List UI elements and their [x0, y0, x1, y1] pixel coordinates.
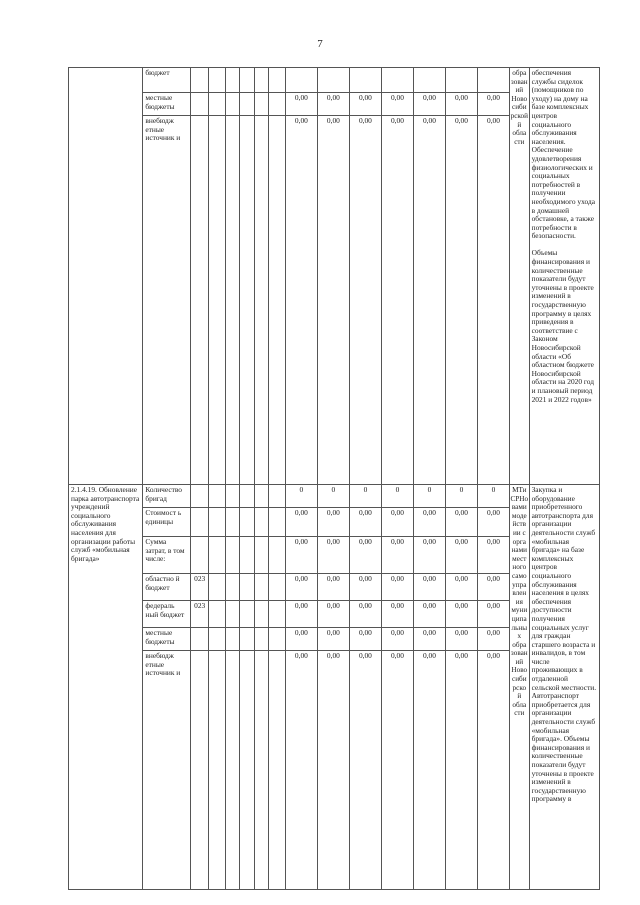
- empty-cell: [226, 68, 240, 93]
- empty-cell: [209, 574, 226, 601]
- empty-cell: [240, 508, 254, 537]
- source-cell: Стоимост ь единицы: [143, 508, 191, 537]
- empty-cell: [269, 651, 286, 890]
- value-cell: 0,00: [445, 508, 477, 537]
- value-cell: 0,00: [349, 601, 381, 628]
- value-cell: 0,00: [477, 601, 509, 628]
- value-cell: 0,00: [349, 93, 381, 116]
- empty-cell: [240, 651, 254, 890]
- empty-cell: [209, 68, 226, 93]
- empty-cell: [269, 68, 286, 93]
- value-cell: 0,00: [445, 93, 477, 116]
- empty-cell: [240, 628, 254, 651]
- program-table: [68, 67, 600, 890]
- value-cell: [445, 68, 477, 93]
- value-cell: 0,00: [445, 651, 477, 890]
- value-cell: 0,00: [285, 93, 317, 116]
- source-cell: внебюдж етные источник и: [143, 651, 191, 890]
- code-cell: 023: [190, 601, 209, 628]
- value-cell: 0: [445, 485, 477, 508]
- code-cell: [190, 651, 209, 890]
- value-cell: 0,00: [285, 651, 317, 890]
- value-cell: 0,00: [349, 651, 381, 890]
- value-cell: 0,00: [445, 537, 477, 574]
- measure-cell: [69, 68, 143, 485]
- code-cell: [190, 93, 209, 116]
- value-cell: 0,00: [349, 628, 381, 651]
- value-cell: 0,00: [477, 116, 509, 485]
- empty-cell: [254, 485, 268, 508]
- result-cell: Закупка и оборудование приобретенного автотранспорта для организации деятельности служб «мобильная бригада» на базе комплексных центров социального обслуживания населения в целях обеспечения доступности получения социальных услуг для граждан старшего возраста и инвалидов, в том числе проживающих в отдаленной сельской местности. Автотранспорт приобретается для организации деятельности служб «мобильная бригада». Объемы финансирования и количественные показатели будут уточнены в проекте изменений в государственную программу в: [529, 485, 599, 890]
- value-cell: 0,00: [413, 537, 445, 574]
- empty-cell: [226, 601, 240, 628]
- value-cell: 0,00: [413, 601, 445, 628]
- value-cell: 0,00: [285, 574, 317, 601]
- value-cell: 0,00: [477, 93, 509, 116]
- value-cell: 0,00: [381, 93, 413, 116]
- empty-cell: [209, 628, 226, 651]
- value-cell: 0,00: [445, 628, 477, 651]
- value-cell: 0: [285, 485, 317, 508]
- value-cell: 0,00: [317, 537, 349, 574]
- value-cell: 0,00: [381, 628, 413, 651]
- code-cell: [190, 116, 209, 485]
- value-cell: 0,00: [317, 116, 349, 485]
- value-cell: 0,00: [413, 651, 445, 890]
- code-cell: [190, 537, 209, 574]
- source-cell: внебюдж етные источник и: [143, 116, 191, 485]
- value-cell: 0,00: [349, 508, 381, 537]
- empty-cell: [226, 651, 240, 890]
- value-cell: 0,00: [285, 116, 317, 485]
- value-cell: 0,00: [413, 574, 445, 601]
- value-cell: 0,00: [381, 508, 413, 537]
- value-cell: 0: [477, 485, 509, 508]
- source-cell: Количество бригад: [143, 485, 191, 508]
- value-cell: 0,00: [413, 508, 445, 537]
- empty-cell: [254, 116, 268, 485]
- value-cell: 0,00: [413, 116, 445, 485]
- value-cell: 0,00: [285, 508, 317, 537]
- executor-cell: МТиСРНо вами моде йств ии с орга нами мест ного само упра влен ия муни ципа льны х обра зован ий Ново сиби рско й обла сти: [509, 485, 529, 890]
- value-cell: 0,00: [349, 574, 381, 601]
- empty-cell: [254, 651, 268, 890]
- value-cell: [381, 68, 413, 93]
- empty-cell: [240, 485, 254, 508]
- value-cell: 0: [413, 485, 445, 508]
- source-cell: областно й бюджет: [143, 574, 191, 601]
- value-cell: 0,00: [445, 601, 477, 628]
- value-cell: 0,00: [381, 601, 413, 628]
- executor-cell: обра зован ий Ново сиби рской й обла сти: [509, 68, 529, 485]
- empty-cell: [226, 628, 240, 651]
- measure-cell: 2.1.4.19. Обновление парка автотранспорта учреждений социального обслуживания населения для организации работы служб «мобильная бригада»: [69, 485, 143, 890]
- value-cell: [477, 68, 509, 93]
- empty-cell: [209, 537, 226, 574]
- code-cell: 023: [190, 574, 209, 601]
- value-cell: 0,00: [477, 537, 509, 574]
- source-cell: федераль ный бюджет: [143, 601, 191, 628]
- value-cell: 0,00: [477, 508, 509, 537]
- empty-cell: [269, 601, 286, 628]
- value-cell: 0,00: [381, 574, 413, 601]
- code-cell: [190, 508, 209, 537]
- value-cell: 0: [381, 485, 413, 508]
- value-cell: 0,00: [349, 537, 381, 574]
- value-cell: 0,00: [477, 574, 509, 601]
- value-cell: 0,00: [285, 601, 317, 628]
- value-cell: 0,00: [317, 628, 349, 651]
- empty-cell: [240, 537, 254, 574]
- value-cell: [285, 68, 317, 93]
- source-cell: местные бюджеты: [143, 93, 191, 116]
- value-cell: 0,00: [445, 116, 477, 485]
- empty-cell: [209, 485, 226, 508]
- empty-cell: [226, 537, 240, 574]
- empty-cell: [240, 116, 254, 485]
- empty-cell: [226, 485, 240, 508]
- empty-cell: [254, 574, 268, 601]
- code-cell: [190, 628, 209, 651]
- source-cell: бюджет: [143, 68, 191, 93]
- value-cell: [413, 68, 445, 93]
- value-cell: 0,00: [413, 93, 445, 116]
- empty-cell: [269, 628, 286, 651]
- table-row: [69, 68, 600, 93]
- value-cell: 0,00: [317, 601, 349, 628]
- value-cell: 0,00: [381, 537, 413, 574]
- value-cell: 0,00: [317, 93, 349, 116]
- empty-cell: [269, 508, 286, 537]
- empty-cell: [254, 601, 268, 628]
- empty-cell: [226, 508, 240, 537]
- value-cell: [317, 68, 349, 93]
- value-cell: [349, 68, 381, 93]
- empty-cell: [226, 574, 240, 601]
- value-cell: 0,00: [477, 628, 509, 651]
- value-cell: 0,00: [317, 651, 349, 890]
- empty-cell: [240, 68, 254, 93]
- empty-cell: [269, 537, 286, 574]
- value-cell: 0,00: [381, 651, 413, 890]
- empty-cell: [209, 116, 226, 485]
- value-cell: 0,00: [445, 574, 477, 601]
- empty-cell: [254, 628, 268, 651]
- value-cell: 0: [349, 485, 381, 508]
- value-cell: 0,00: [285, 628, 317, 651]
- value-cell: 0,00: [413, 628, 445, 651]
- empty-cell: [209, 93, 226, 116]
- source-cell: местные бюджеты: [143, 628, 191, 651]
- empty-cell: [269, 116, 286, 485]
- empty-cell: [209, 508, 226, 537]
- empty-cell: [254, 93, 268, 116]
- value-cell: 0,00: [317, 574, 349, 601]
- value-cell: 0: [317, 485, 349, 508]
- value-cell: 0,00: [285, 537, 317, 574]
- empty-cell: [240, 574, 254, 601]
- empty-cell: [269, 574, 286, 601]
- table-row: [69, 485, 600, 508]
- source-cell: Сумма затрат, в том числе:: [143, 537, 191, 574]
- empty-cell: [209, 601, 226, 628]
- code-cell: [190, 485, 209, 508]
- result-cell: обеспечения службы сиделок (помощников по уходу) на дому на базе комплексных центров социального обслуживания населения. Обеспечение удовлетворения физиологических и социальных потребностей в получении необходимого ухода в домашней обстановке, а также потребности в безопасности. Объемы финансирования и количественные показатели будут уточнены в проекте изменений в государственную программу в целях приведения в соответствие с Законом Новосибирской области «Об областном бюджете Новосибирской области на 2020 год и плановый период 2021 и 2022 годов»: [529, 68, 599, 485]
- empty-cell: [209, 651, 226, 890]
- empty-cell: [254, 68, 268, 93]
- empty-cell: [226, 116, 240, 485]
- empty-cell: [240, 601, 254, 628]
- code-cell: [190, 68, 209, 93]
- empty-cell: [254, 508, 268, 537]
- empty-cell: [240, 93, 254, 116]
- empty-cell: [254, 537, 268, 574]
- value-cell: 0,00: [317, 508, 349, 537]
- value-cell: 0,00: [477, 651, 509, 890]
- empty-cell: [269, 485, 286, 508]
- value-cell: 0,00: [349, 116, 381, 485]
- page-number: 7: [317, 38, 323, 50]
- value-cell: 0,00: [381, 116, 413, 485]
- empty-cell: [269, 93, 286, 116]
- empty-cell: [226, 93, 240, 116]
